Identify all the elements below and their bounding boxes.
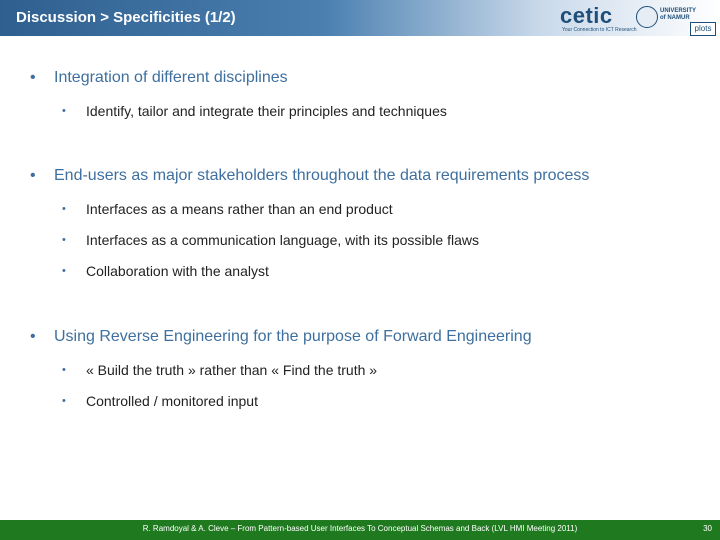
bullet-dot-icon: • — [30, 167, 36, 184]
bullet-1-text: Integration of different disciplines — [54, 69, 288, 86]
sub-bullet-dot-icon: • — [62, 203, 66, 215]
cetic-logo — [560, 3, 640, 35]
slide-content — [0, 36, 720, 490]
bullet-1-sub-1-text: Identify, tailor and integrate their principles and techniques — [86, 103, 447, 119]
bullet-dot-icon: • — [30, 328, 36, 345]
sub-bullet-dot-icon: • — [62, 105, 66, 117]
slide-title: Discussion > Specificities (1/2) — [16, 9, 236, 26]
sub-bullet-dot-icon: • — [62, 364, 66, 376]
sub-bullet-dot-icon: • — [62, 265, 66, 277]
slide-header — [0, 0, 720, 36]
bullet-2-text: End-users as major stakeholders throughout the data requirements process — [54, 167, 590, 184]
bullet-2-sub-3-text: Collaboration with the analyst — [86, 263, 269, 279]
footer-citation: R. Ramdoyal & A. Cleve – From Pattern-based User Interfaces To Conceptual Schemas and Back (LVL HMI Meeting 2011) — [142, 524, 578, 533]
sub-bullet-dot-icon: • — [62, 395, 66, 407]
bullet-3-text: Using Reverse Engineering for the purpose of Forward Engineering — [54, 328, 532, 345]
small-logo: plots — [690, 22, 716, 36]
university-logo-line-1: UNIVERSITY — [660, 8, 697, 14]
university-seal-icon — [636, 6, 658, 28]
sub-bullet-dot-icon: • — [62, 234, 66, 246]
bullet-2-sub-1-text: Interfaces as a means rather than an end product — [86, 201, 393, 217]
bullet-3-sub-1-text: « Build the truth » rather than « Find the truth » — [86, 362, 378, 378]
page-number: 30 — [703, 524, 712, 533]
cetic-logo-word: cetic — [560, 3, 613, 28]
bullet-3-sub-2-text: Controlled / monitored input — [86, 393, 258, 409]
cetic-logo-tagline: Your Connection to ICT Research — [562, 27, 637, 33]
slide-footer — [0, 520, 720, 540]
bullet-dot-icon: • — [30, 69, 36, 86]
university-logo-line-2: of NAMUR — [660, 15, 690, 21]
bullet-2-sub-2-text: Interfaces as a communication language, with its possible flaws — [86, 232, 479, 248]
university-logo — [660, 8, 696, 22]
